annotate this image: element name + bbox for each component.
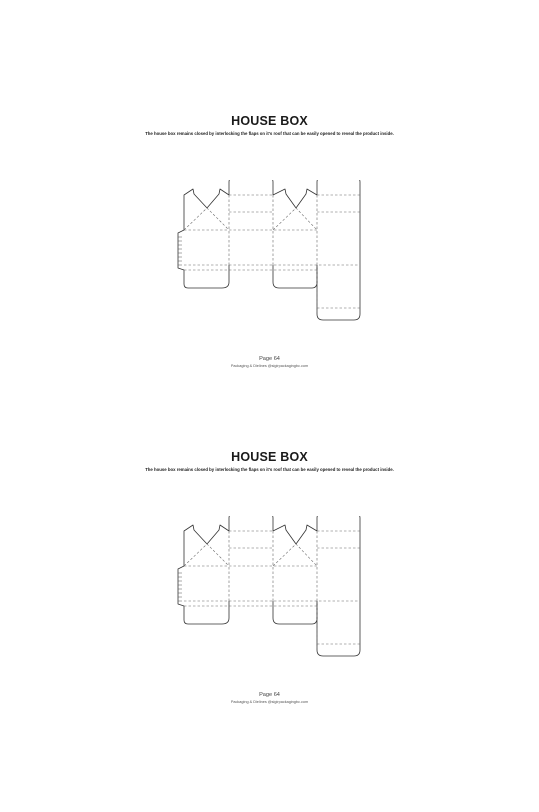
template-title: HOUSE BOX xyxy=(231,114,308,128)
house-box-dieline xyxy=(172,516,364,662)
page-number: Page 64 xyxy=(259,356,280,362)
dieline-cut-lines xyxy=(178,516,360,656)
template-panel-2 xyxy=(0,450,539,786)
template-title: HOUSE BOX xyxy=(231,450,308,464)
credit-line: Packaging & Dielines @sigirpackagingbc.com xyxy=(230,700,309,704)
dieline-fold-lines xyxy=(184,195,360,314)
template-panel-1 xyxy=(0,114,539,450)
page-number: Page 64 xyxy=(259,692,280,698)
template-description: The house box remains closed by interlocking the flaps on it's roof that can be easily opened to reveal the product inside. xyxy=(145,131,394,136)
dieline-fold-lines xyxy=(184,531,360,650)
house-box-dieline xyxy=(172,180,364,326)
credit-line: Packaging & Dielines @sigirpackagingbc.com xyxy=(230,364,309,368)
template-description: The house box remains closed by interlocking the flaps on it's roof that can be easily opened to reveal the product inside. xyxy=(145,467,394,472)
dieline-cut-lines xyxy=(178,180,360,320)
